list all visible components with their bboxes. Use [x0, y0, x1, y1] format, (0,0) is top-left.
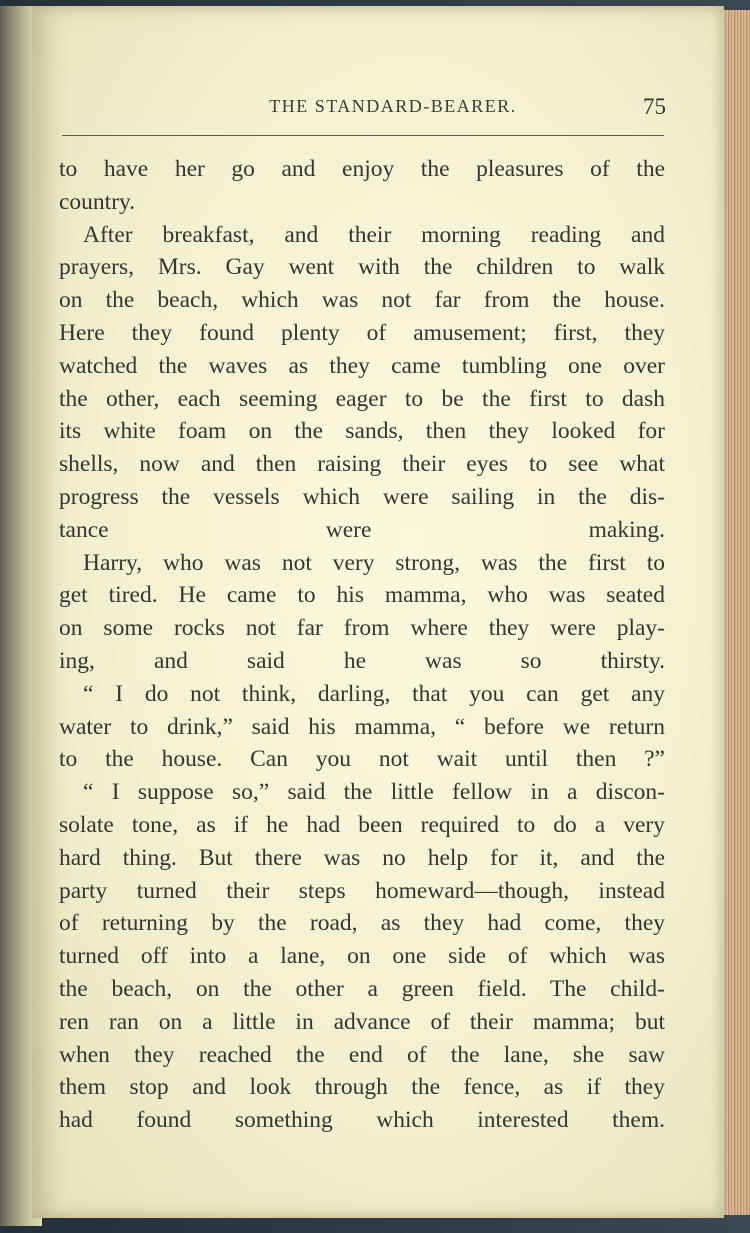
paragraph — [59, 678, 665, 776]
text-line: to have her go and enjoy the pleasures of the — [59, 156, 665, 182]
text-line: “ I do not think, darling, that you can get any — [83, 680, 665, 707]
text-line: prayers, Mrs. Gay went with the children to walk — [59, 254, 665, 281]
text-line: get tired. He came to his mamma, who was seated — [59, 582, 665, 609]
text-line: turned off into a lane, on one side of which was — [59, 943, 665, 970]
text-line: of returning by the road, as they had come, they — [59, 910, 665, 937]
text-line: After breakfast, and their morning reading and — [83, 221, 665, 248]
text-line: water to drink,” said his mamma, “ before we return — [59, 713, 665, 740]
text-line: them stop and look through the fence, as if they — [59, 1074, 665, 1101]
text-line: on some rocks not far from where they were play- — [59, 615, 665, 642]
text-line: had found something which interested them. — [59, 1107, 665, 1134]
page-edges — [724, 10, 750, 1215]
text-line: “ I suppose so,” said the little fellow in a discon- — [83, 779, 665, 806]
text-line: its white foam on the sands, then they looked for — [59, 418, 665, 445]
body-text — [59, 153, 665, 1137]
text-line: solate tone, as if he had been required to do a very — [59, 811, 665, 838]
text-line: the beach, on the other a green field. The child- — [59, 975, 665, 1002]
text-line: Here they found plenty of amusement; first, they — [59, 319, 665, 346]
text-line: progress the vessels which were sailing in the dis- — [59, 483, 665, 510]
text-line: the other, each seeming eager to be the first to dash — [59, 385, 665, 412]
text-line: party turned their steps homeward—though, instead — [59, 877, 665, 904]
paragraph — [59, 776, 665, 1137]
text-line: to the house. Can you not wait until then ?” — [59, 746, 665, 773]
text-line: country. — [59, 188, 136, 215]
paragraph — [59, 153, 665, 219]
text-line: when they reached the end of the lane, she saw — [59, 1041, 665, 1068]
text-line: on the beach, which was not far from the house. — [59, 287, 665, 314]
text-line: hard thing. But there was no help for it, and the — [59, 844, 665, 871]
paragraph — [59, 219, 665, 547]
text-line: ing, and said he was so thirsty. — [59, 647, 665, 674]
running-head: THE STANDARD-BEARER. — [269, 96, 517, 116]
text-line: watched the waves as they came tumbling one over — [59, 352, 665, 379]
paragraph — [59, 547, 665, 678]
text-line: shells, now and then raising their eyes to see what — [59, 451, 665, 478]
text-line: tance were making. — [59, 516, 665, 543]
page-number: 75 — [643, 94, 666, 119]
header-rule — [62, 135, 664, 136]
text-line: Harry, who was not very strong, was the first to — [83, 549, 665, 576]
page-header — [60, 96, 666, 122]
text-line: ren ran on a little in advance of their mamma; but — [59, 1008, 665, 1035]
